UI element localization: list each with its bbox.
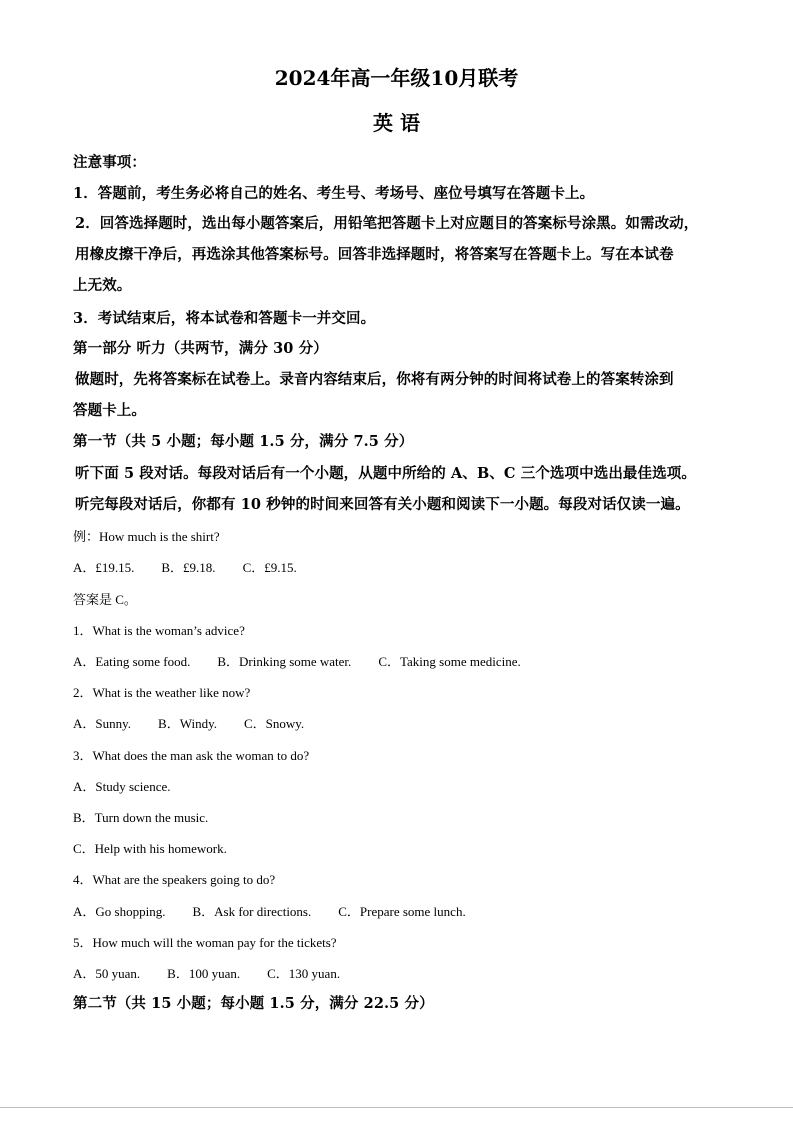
question-2-options (73, 713, 733, 732)
exam-title: 2024年高一年级10月联考 (274, 66, 519, 90)
notice-item-3: 3．考试结束后，将本试卷和答题卡一并交回。 (73, 310, 376, 327)
notice-item-2-line-1: 2．回答选择题时，选出每小题答案后，用铅笔把答题卡上对应题目的答案标号涂黑。如需改动， (75, 215, 699, 232)
subject-title: 英 语 (373, 111, 420, 135)
notice-heading: 注意事项： (73, 154, 146, 171)
q2-option-a: A．Sunny. (73, 716, 132, 731)
section1-instructions-line-2: 听完每段对话后，你都有 10 秒钟的时间来回答有关小题和阅读下一小题。每段对话仅读一遍。 (75, 496, 690, 513)
q4-option-c: C．Prepare some lunch. (338, 904, 466, 919)
question-2: 2．What is the weather like now? (73, 685, 251, 700)
question-1: 1．What is the woman’s advice? (73, 623, 245, 638)
q5-option-b: B．100 yuan. (167, 966, 241, 981)
example-options (73, 557, 733, 576)
q4-option-a: A．Go shopping. (73, 904, 166, 919)
q5-option-a: A．50 yuan. (73, 966, 141, 981)
q3-option-c: C．Help with his homework. (73, 841, 227, 856)
section2-heading: 第二节（共 15 小题；每小题 1.5 分，满分 22.5 分） (73, 995, 434, 1012)
notice-item-2-line-3: 上无效。 (73, 277, 132, 294)
part1-intro-line-2: 答题卡上。 (73, 402, 146, 419)
question-1-options (73, 651, 733, 670)
q3-option-b: B．Turn down the music. (73, 810, 209, 825)
section1-heading: 第一节（共 5 小题；每小题 1.5 分，满分 7.5 分） (73, 433, 414, 450)
question-3: 3．What does the man ask the woman to do? (73, 748, 310, 763)
q2-option-b: B．Windy. (158, 716, 217, 731)
q2-option-c: C．Snowy. (243, 716, 305, 731)
question-5: 5．How much will the woman pay for the tickets? (73, 935, 337, 950)
question-4: 4．What are the speakers going to do? (73, 872, 276, 887)
notice-item-2-line-2: 用橡皮擦干净后，再选涂其他答案标号。回答非选择题时，将答案写在答题卡上。写在本试卷 (75, 246, 674, 263)
example-answer: 答案是 C。 (73, 592, 137, 607)
example-option-b: B．£9.18. (161, 560, 216, 575)
notice-item-1: 1．答题前，考生务必将自己的姓名、考生号、考场号、座位号填写在答题卡上。 (73, 185, 595, 202)
question-4-options (73, 901, 733, 920)
part1-heading: 第一部分 听力（共两节，满分 30 分） (73, 340, 328, 357)
part1-intro-line-1: 做题时，先将答案标在试卷上。录音内容结束后，你将有两分钟的时间将试卷上的答案转涂到 (75, 371, 674, 388)
q1-option-a: A．Eating some food. (73, 654, 191, 669)
q3-option-a: A．Study science. (73, 779, 171, 794)
page-bottom-divider (0, 1107, 793, 1108)
q5-option-c: C．130 yuan. (267, 966, 341, 981)
question-5-options (73, 963, 733, 982)
example-question: 例：How much is the shirt? (73, 529, 220, 544)
example-option-c: C．£9.15. (242, 560, 297, 575)
section1-instructions-line-1: 听下面 5 段对话。每段对话后有一个小题，从题中所给的 A、B、C 三个选项中选出最佳选项。 (75, 465, 696, 482)
example-option-a: A．£19.15. (73, 560, 135, 575)
q1-option-c: C．Taking some medicine. (378, 654, 521, 669)
q4-option-b: B．Ask for directions. (192, 904, 312, 919)
q1-option-b: B．Drinking some water. (217, 654, 352, 669)
